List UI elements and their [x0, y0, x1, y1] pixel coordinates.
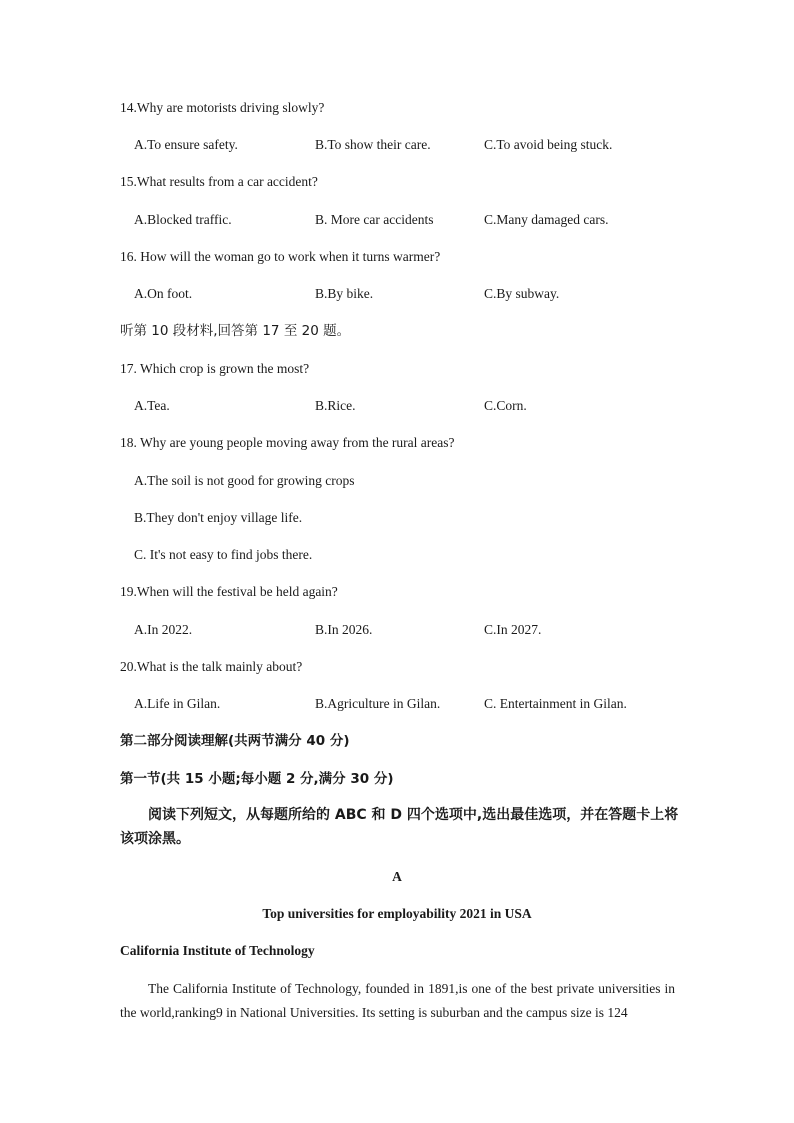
section-1-title: 第一节(共 15 小题;每小题 2 分,满分 30 分): [120, 771, 394, 787]
question-16-option-a: A.On foot.: [134, 286, 193, 301]
question-18-stem: 18. Why are young people moving away from the rural areas?: [120, 435, 455, 450]
question-16-stem: 16. How will the woman go to work when it turns warmer?: [120, 249, 441, 264]
question-20-option-b: B.Agriculture in Gilan.: [315, 696, 441, 711]
question-14-stem: 14.Why are motorists driving slowly?: [120, 100, 325, 115]
question-20-option-a: A.Life in Gilan.: [134, 696, 221, 711]
question-17-option-b: B.Rice.: [315, 398, 356, 413]
question-16-option-b: B.By bike.: [315, 286, 374, 301]
part-2-title: 第二部分阅读理解(共两节满分 40 分): [120, 733, 350, 749]
question-14-option-b: B.To show their care.: [315, 137, 431, 152]
reading-instruction: 阅读下列短文，从每题所给的 ABC 和 D 四个选项中,选出最佳选项，并在答题卡上将该项涂黑。: [120, 807, 679, 847]
question-18-option-a: A.The soil is not good for growing crops: [134, 473, 355, 488]
question-17-option-a: A.Tea.: [134, 398, 170, 413]
passage-letter: A: [392, 869, 402, 884]
question-19-option-a: A.In 2022.: [134, 622, 193, 637]
question-18-option-c: C. It's not easy to find jobs there.: [134, 547, 313, 562]
question-20-option-c: C. Entertainment in Gilan.: [484, 696, 627, 711]
question-14-option-c: C.To avoid being stuck.: [484, 137, 613, 152]
question-19-stem: 19.When will the festival be held again?: [120, 584, 338, 599]
passage-paragraph: The California Institute of Technology, founded in 1891,is one of the best private universities in the world,ranking9 in National Universities. Its setting is suburban and the campus size is 124: [120, 981, 675, 1020]
question-18-option-b: B.They don't enjoy village life.: [134, 510, 303, 525]
section-10-note: 听第 10 段材料,回答第 17 至 20 题。: [120, 323, 351, 339]
passage-title: Top universities for employability 2021 in USA: [262, 906, 532, 921]
question-19-option-c: C.In 2027.: [484, 622, 542, 637]
question-15-stem: 15.What results from a car accident?: [120, 174, 318, 189]
question-20-stem: 20.What is the talk mainly about?: [120, 659, 303, 674]
question-14-option-a: A.To ensure safety.: [134, 137, 238, 152]
question-15-option-b: B. More car accidents: [315, 212, 434, 227]
question-19-option-b: B.In 2026.: [315, 622, 373, 637]
question-15-option-c: C.Many damaged cars.: [484, 212, 609, 227]
passage-subheading: California Institute of Technology: [120, 943, 315, 958]
question-17-stem: 17. Which crop is grown the most?: [120, 361, 310, 376]
question-15-option-a: A.Blocked traffic.: [134, 212, 232, 227]
question-17-option-c: C.Corn.: [484, 398, 527, 413]
question-16-option-c: C.By subway.: [484, 286, 560, 301]
